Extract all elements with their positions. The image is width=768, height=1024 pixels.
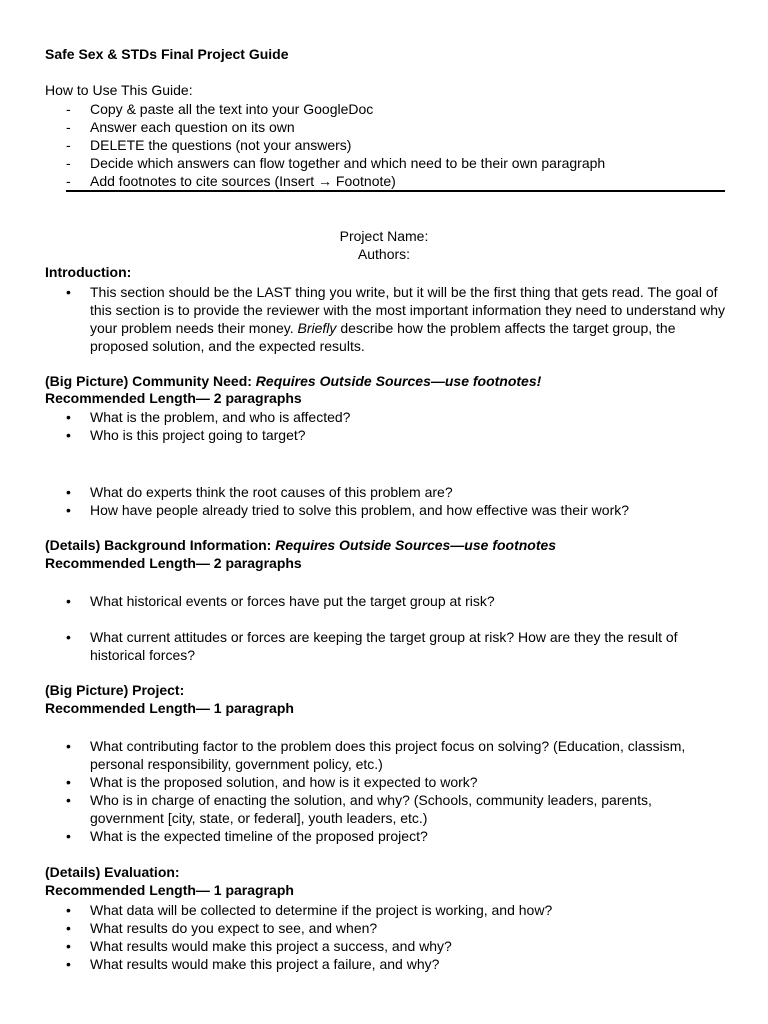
list-item: - DELETE the questions (not your answers)	[66, 137, 352, 153]
intro-heading: Introduction:	[45, 264, 132, 280]
evaluation-list	[66, 901, 726, 973]
evaluation-heading: (Details) Evaluation:	[45, 864, 180, 880]
project-list	[66, 737, 726, 845]
list-item: • What results would make this project a failure, and why?	[66, 956, 440, 972]
background-heading: (Details) Background Information: Requires Outside Sources—use footnotes	[45, 537, 557, 553]
community-list-b	[66, 483, 726, 519]
list-item: • Who is in charge of enacting the solution, and why? (Schools, community leaders, parents, government [city, state, or federal], youth leaders, etc.)	[66, 792, 652, 826]
intro-list	[66, 283, 726, 355]
list-item: • What contributing factor to the problem does this project focus on solving? (Education, classism, personal responsibility, government policy, etc.)	[66, 738, 686, 772]
project-length: Recommended Length— 1 paragraph	[45, 700, 294, 716]
list-item: - Answer each question on its own	[66, 119, 295, 135]
background-list-b	[66, 628, 726, 664]
howto-heading: How to Use This Guide:	[45, 82, 193, 98]
community-heading: (Big Picture) Community Need: Requires Outside Sources—use footnotes!	[45, 373, 542, 389]
howto-list	[66, 100, 605, 190]
list-item: • What data will be collected to determine if the project is working, and how?	[66, 902, 553, 918]
list-item: • What is the proposed solution, and how is it expected to work?	[66, 774, 478, 790]
list-item: • What current attitudes or forces are keeping the target group at risk? How are they the result of historical forces?	[66, 629, 678, 663]
project-name-label: Project Name:	[339, 228, 429, 244]
authors-label: Authors:	[357, 246, 411, 262]
evaluation-length: Recommended Length— 1 paragraph	[45, 882, 294, 898]
horizontal-rule	[66, 190, 725, 192]
document-title: Safe Sex & STDs Final Project Guide	[45, 46, 289, 62]
list-item: • What historical events or forces have put the target group at risk?	[66, 593, 495, 609]
list-item: • What results would make this project a success, and why?	[66, 938, 452, 954]
list-item: • What results do you expect to see, and when?	[66, 920, 378, 936]
list-item: • How have people already tried to solve this problem, and how effective was their work?	[66, 502, 630, 518]
list-item: • What is the problem, and who is affected?	[66, 409, 351, 425]
community-length: Recommended Length— 2 paragraphs	[45, 390, 302, 406]
list-item: - Copy & paste all the text into your GoogleDoc	[66, 101, 374, 117]
list-item: • Who is this project going to target?	[66, 427, 306, 443]
list-item: • What do experts think the root causes of this problem are?	[66, 484, 453, 500]
community-list-a	[66, 408, 726, 444]
list-item: • This section should be the LAST thing you write, but it will be the first thing that gets read. The goal of this section is to provide the reviewer with the most important information they need to understand why your problem needs their money. Briefly describe how the problem affects the target group, the proposed solution, and the expected results.	[66, 284, 725, 354]
list-item: - Add footnotes to cite sources (Insert → Footnote)	[66, 173, 396, 189]
list-item: - Decide which answers can flow together and which need to be their own paragraph	[66, 155, 606, 171]
background-list	[66, 592, 726, 610]
background-length: Recommended Length— 2 paragraphs	[45, 555, 302, 571]
project-heading: (Big Picture) Project:	[45, 682, 185, 698]
list-item: • What is the expected timeline of the proposed project?	[66, 828, 428, 844]
